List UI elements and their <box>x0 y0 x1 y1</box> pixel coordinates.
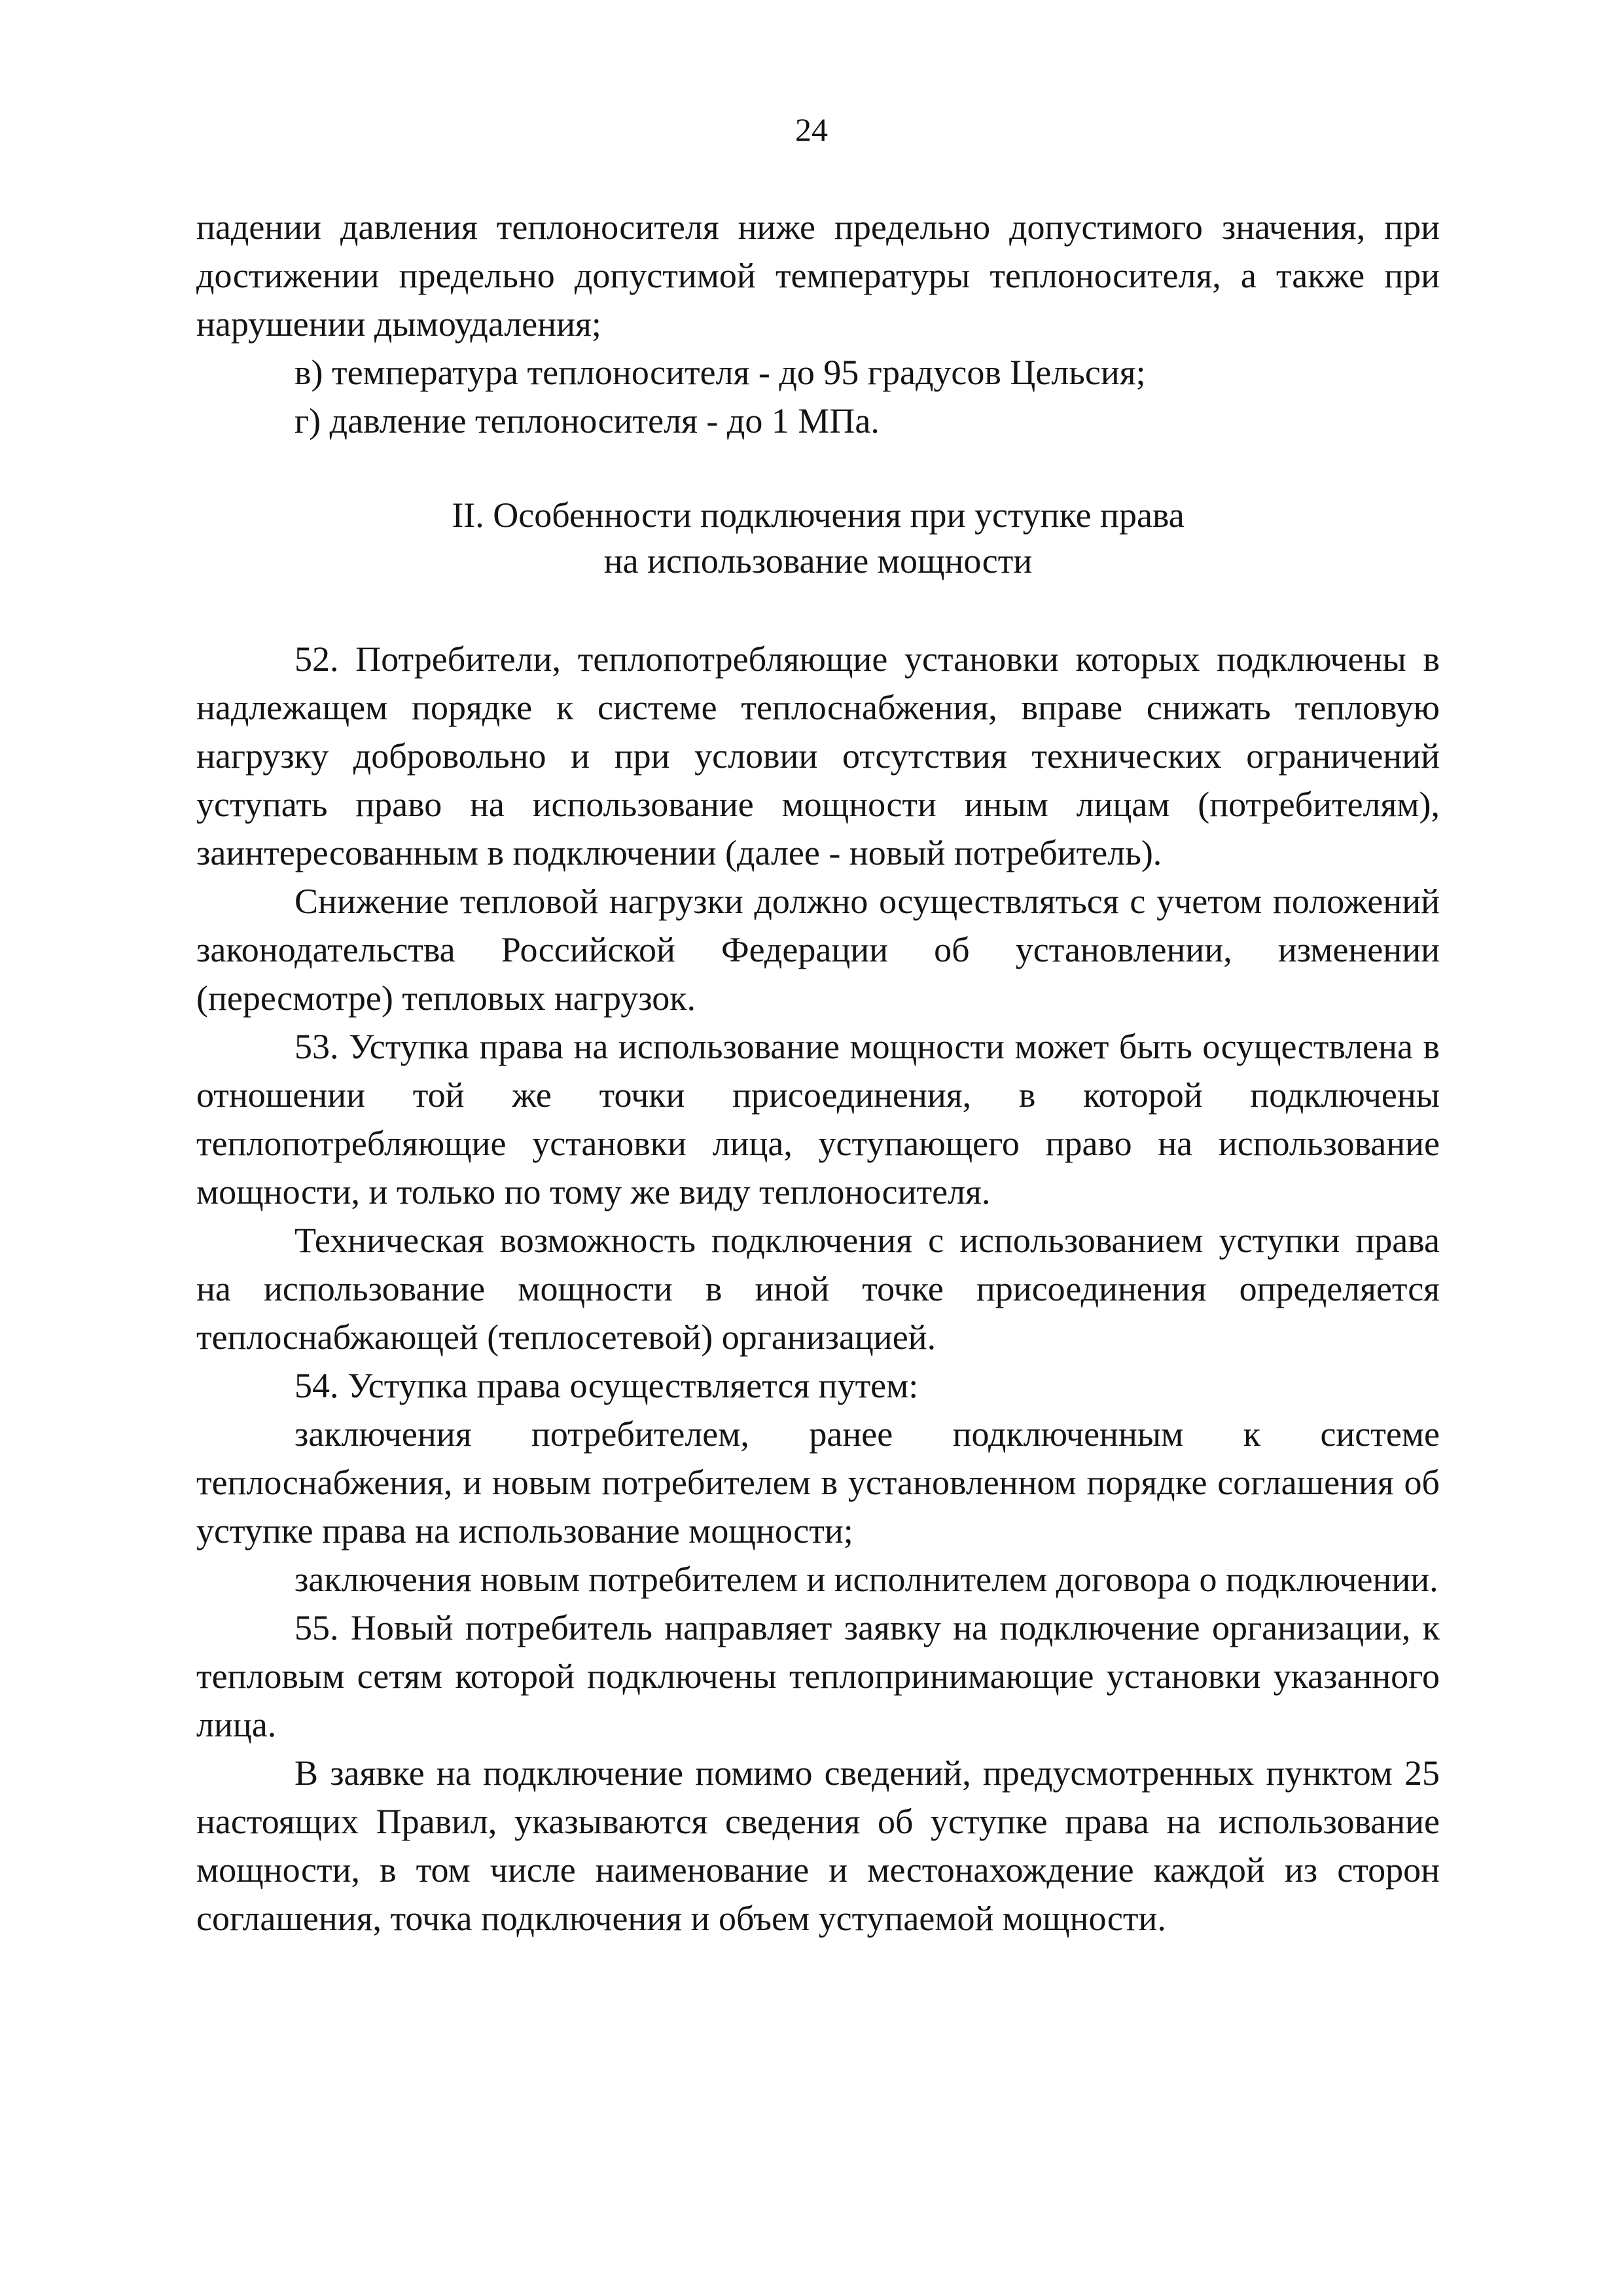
list-item-g: г) давление теплоносителя - до 1 МПа. <box>294 401 880 440</box>
paragraph-53: 53. Уступка права на использование мощности может быть осуществлена в отношении той же точки присоединения, в которой подключены теплопотребляющие установки лица, уступающего право на использование мощности, и только по тому же виду теплоносителя. <box>196 1027 1440 1211</box>
document-body <box>196 203 1440 1943</box>
section-heading <box>196 492 1440 584</box>
paragraph-continuation: падении давления теплоносителя ниже предельно допустимого значения, при достижении предельно допустимой температуры теплоносителя, а также при нарушении дымоудаления; <box>196 207 1440 344</box>
list-item-v: в) температура теплоносителя - до 95 градусов Цельсия; <box>294 353 1146 392</box>
paragraph-54: 54. Уступка права осуществляется путем: <box>294 1366 919 1405</box>
paragraph-53-technical-possibility: Техническая возможность подключения с использованием уступки права на использование мощности в иной точке присоединения определяется теплоснабжающей (теплосетевой) организацией. <box>196 1221 1440 1357</box>
section-heading-line-1: II. Особенности подключения при уступке права <box>452 495 1185 535</box>
paragraph-54-item-1: заключения потребителем, ранее подключенным к системе теплоснабжения, и новым потребителем в установленном порядке соглашения об уступке права на использование мощности; <box>196 1414 1440 1551</box>
paragraph-55-application: В заявке на подключение помимо сведений, предусмотренных пунктом 25 настоящих Правил, указываются сведения об уступке права на использование мощности, в том числе наименование и местонахождение каждой из сторон соглашения, точка подключения и объем уступаемой мощности. <box>196 1753 1440 1938</box>
section-heading-line-2: на использование мощности <box>603 541 1033 581</box>
paragraph-52: 52. Потребители, теплопотребляющие установки которых подключены в надлежащем порядке к системе теплоснабжения, вправе снижать тепловую нагрузку добровольно и при условии отсутствия технических ограничений уступать право на использование мощности иным лицам (потребителям), заинтересованным в подключении (далее - новый потребитель). <box>196 639 1440 872</box>
paragraph-52-load-reduction: Снижение тепловой нагрузки должно осуществляться с учетом положений законодательства Российской Федерации об установлении, изменении (пересмотре) тепловых нагрузок. <box>196 882 1440 1018</box>
page-number: 24 <box>795 111 828 148</box>
paragraph-54-item-2: заключения новым потребителем и исполнителем договора о подключении. <box>294 1560 1438 1599</box>
paragraph-55: 55. Новый потребитель направляет заявку на подключение организации, к тепловым сетям которой подключены теплопринимающие установки указанного лица. <box>196 1608 1440 1744</box>
